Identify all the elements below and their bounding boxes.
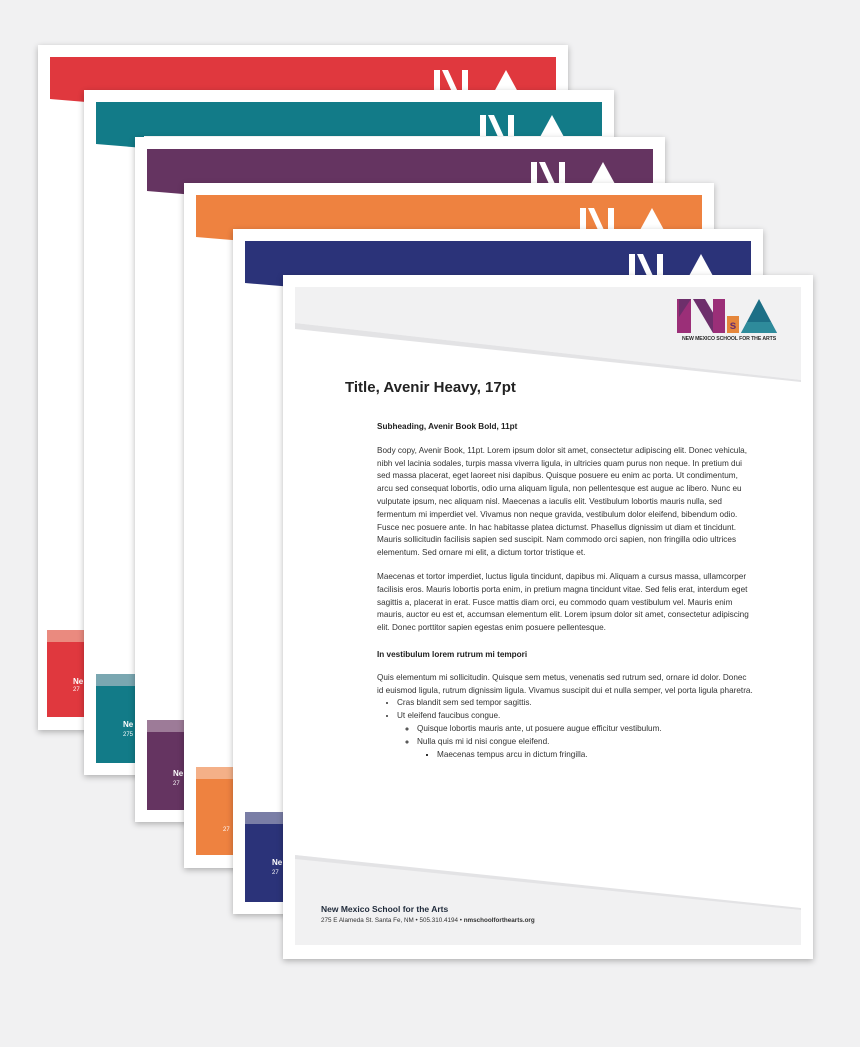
list-item: ▪ Maecenas tempus arcu in dictum fringilla.	[437, 749, 753, 762]
document-title: Title, Avenir Heavy, 17pt	[345, 379, 516, 396]
footer-school-name: New Mexico School for the Arts	[321, 904, 449, 914]
footer-peek-red: Ne	[73, 677, 84, 686]
address-peek-teal: 275	[123, 732, 134, 738]
address-peek-navy: 27	[272, 870, 279, 876]
list-item-label: Ut eleifend faucibus congue.	[397, 711, 501, 721]
document-body	[377, 421, 753, 761]
list-item: • Cras blandit sem sed tempor sagittis.	[397, 697, 753, 710]
footer-website: nmschoolforthearts.org	[463, 917, 535, 924]
list-item-label: Nulla quis mi id nisi congue eleifend.	[417, 736, 550, 746]
body-paragraph-1: Body copy, Avenir Book, 11pt. Lorem ipsum dolor sit amet, consectetur adipiscing elit. Donec vehicula, nibh vel lacinia sodales, turpis massa viverra ligula, in ultricies quam purus non neque. In pretium dui sed massa placerat, eget laoreet nisi dapibus. Quisque posuere eu enim ac porta. Ut condimentum, arcu sed consequat lobortis, odio urna aliquam ligula, non pellentesque est augue ac libero. Nunc eu vulputate ipsum, nec aliquam nisl. Maecenas a iaculis elit. Vestibulum lobortis mauris nulla, sed fermentum mi imperdiet vel. Vivamus non neque gravida, vestibulum dolor eleifend, bibendum odio. Fusce nec posuere ante. In hac habitasse platea dictumst. Phasellus dignissim ut diam et tincidunt. Mauris sollicitudin facilisis sapien sed suscipit. Nam commodo orci sapien, non fringilla odio ultrices elementum. Sed ornare mi elit, a dictum tortor tristique et.	[377, 445, 747, 558]
logo-ghost-navy	[629, 254, 719, 276]
footer-peek-navy: Ne	[272, 858, 283, 867]
address-peek-red: 27	[73, 687, 80, 693]
footer-address-text: 275 E Alameda St. Santa Fe, NM • 505.310.4194 •	[321, 917, 464, 924]
bullet-list	[377, 697, 753, 761]
letterhead-sheet-front	[283, 275, 813, 959]
logo-ghost-orange	[580, 208, 670, 230]
body-paragraph-3: Quis elementum mi sollicitudin. Quisque sem metus, venenatis sed rutrum sed, ornare id dolor. Donec id euismod ligula, rutrum dignissim ligula. Vivamus suscipit dui et nulla semper, vel porta ligula pharetra.	[377, 672, 753, 695]
body-paragraph-2: Maecenas et tortor imperdiet, luctus ligula tincidunt, dapibus mi. Aliquam a cursus massa, ullamcorper facilisis eros. Mauris lobortis porta enim, in pretium magna tincidunt vitae. Sed felis erat, interdum eget sagittis a, placerat in erat. Fusce mattis diam orci, eu commodo quam vestibulum vel. Mauris enim mauris, auctor eu est et, accumsan elementum elit. Lorem ipsum dolor sit amet, consectetur adipiscing elit. Donec porttitor sapien egestas enim posuere pellentesque.	[377, 571, 749, 633]
subheading: Subheading, Avenir Book Bold, 11pt	[377, 422, 518, 431]
list-item	[397, 710, 753, 761]
logo-ghost-teal	[480, 115, 570, 137]
subheading-2: In vestibulum lorem rutrum mi tempori	[377, 649, 528, 659]
footer-block-orange	[196, 779, 236, 855]
nested-list	[397, 723, 753, 761]
footer-address	[321, 917, 535, 924]
logo-ghost-red	[434, 70, 524, 92]
logo-tagline: NEW MEXICO SCHOOL FOR THE ARTS	[681, 336, 777, 342]
svg-text:s: s	[729, 318, 737, 332]
address-peek-orange: 27	[223, 827, 230, 833]
footer-peek-teal: Ne	[123, 720, 134, 729]
address-peek-plum: 27	[173, 781, 180, 787]
footer-gray-band	[295, 855, 801, 945]
logo-ghost-plum	[531, 162, 621, 184]
list-item: ◦ Quisque lobortis mauris ante, ut posuere augue efficitur vestibulum.	[417, 723, 753, 736]
footer-peek-plum: Ne	[173, 769, 184, 778]
list-item	[417, 736, 753, 762]
nested-list	[417, 749, 753, 762]
